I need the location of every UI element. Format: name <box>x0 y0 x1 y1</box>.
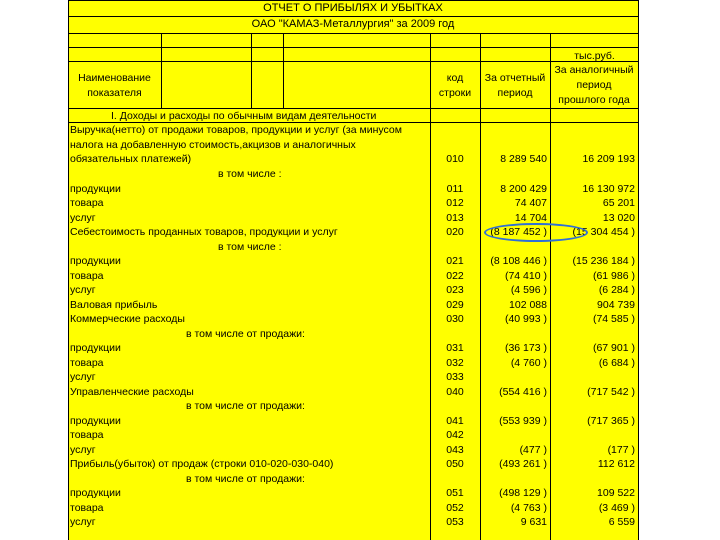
row-code: 050 <box>446 458 464 470</box>
row-code: 040 <box>446 386 464 398</box>
grid-line <box>283 33 284 108</box>
highlight-oval <box>484 223 588 242</box>
row-prev: (74 585 ) <box>592 313 635 325</box>
revenue-line-1: Выручка(нетто) от продажи товаров, продукции и услуг (за минусом <box>70 124 402 136</box>
row-prev: (3 469 ) <box>598 502 635 514</box>
grid-line <box>68 47 638 48</box>
row-prev: 6 559 <box>608 516 635 528</box>
row-name: Управленческие расходы <box>70 386 194 398</box>
row-name: в том числе от продажи: <box>186 328 305 340</box>
row-code: 021 <box>446 255 464 267</box>
row-name: Себестоимость проданных товаров, продукции и услуг <box>70 226 338 238</box>
row-current: 74 407 <box>514 197 547 209</box>
row-prev: (717 365 ) <box>587 415 635 427</box>
unit-label: тыс.руб. <box>574 50 615 62</box>
row-code: 022 <box>446 270 464 282</box>
grid-line <box>161 33 162 108</box>
row-code: 029 <box>446 299 464 311</box>
row-code: 031 <box>446 342 464 354</box>
row-current: (553 939 ) <box>499 415 547 427</box>
row-current: (4 760 ) <box>510 357 547 369</box>
row-code: 051 <box>446 487 464 499</box>
row-name: продукции <box>70 487 121 499</box>
row-prev: (61 986 ) <box>592 270 635 282</box>
row-current: (4 596 ) <box>510 284 547 296</box>
revenue-line-3: обязательных платежей) <box>70 153 192 165</box>
row-name: в том числе от продажи: <box>186 400 305 412</box>
row-code: 013 <box>446 212 464 224</box>
row-name: в том числе от продажи: <box>186 473 305 485</box>
row-code: 052 <box>446 502 464 514</box>
row-name: продукции <box>70 183 121 195</box>
row-prev: 109 522 <box>597 487 635 499</box>
row-prev: (717 542 ) <box>587 386 635 398</box>
header-code-2: строки <box>438 87 472 99</box>
row-name: товара <box>70 357 104 369</box>
row-current: (493 261 ) <box>499 458 547 470</box>
row-prev: (6 284 ) <box>598 284 635 296</box>
row-code: 042 <box>446 429 464 441</box>
row-current: (8 108 446 ) <box>490 255 547 267</box>
row-name: в том числе : <box>218 241 282 253</box>
row-prev: (67 901 ) <box>592 342 635 354</box>
report-sheet <box>68 0 638 540</box>
row-prev: (15 304 454 ) <box>572 226 635 238</box>
report-title: ОТЧЕТ О ПРИБЫЛЯХ И УБЫТКАХ <box>263 2 443 14</box>
row-name: продукции <box>70 255 121 267</box>
row-current: (554 416 ) <box>499 386 547 398</box>
row-code: 043 <box>446 444 464 456</box>
row-current: 9 631 <box>520 516 547 528</box>
row-current: (36 173 ) <box>504 342 547 354</box>
row-name: услуг <box>70 284 96 296</box>
grid-line <box>251 33 252 108</box>
row-name: товара <box>70 197 104 209</box>
row-prev: 112 612 <box>597 458 635 470</box>
row-name: услуг <box>70 371 96 383</box>
header-prev-3: прошлого года <box>558 94 630 106</box>
row-current: 8 200 429 <box>500 183 547 195</box>
row-current: 14 704 <box>514 212 547 224</box>
row-code: 023 <box>446 284 464 296</box>
header-prev-2: период <box>576 79 612 91</box>
row-code: 053 <box>446 516 464 528</box>
row-code: 030 <box>446 313 464 325</box>
section-title: I. Доходы и расходы по обычным видам деятельности <box>111 110 377 122</box>
header-name-1: Наименование <box>78 72 151 84</box>
row-name: в том числе : <box>218 168 282 180</box>
row-name: Прибыль(убыток) от продаж (строки 010-020-030-040) <box>70 458 334 470</box>
row-prev: 904 739 <box>597 299 635 311</box>
row-name: Валовая прибыль <box>70 299 158 311</box>
row-prev: (177 ) <box>607 444 635 456</box>
grid-line <box>638 0 639 540</box>
row-prev: 16 130 972 <box>582 183 635 195</box>
row-name: Коммерческие расходы <box>70 313 185 325</box>
row-name: услуг <box>70 212 96 224</box>
row-current: (74 410 ) <box>504 270 547 282</box>
revenue-current: 8 289 540 <box>500 153 547 165</box>
row-name: продукции <box>70 415 121 427</box>
row-name: товара <box>70 270 104 282</box>
row-code: 032 <box>446 357 464 369</box>
row-code: 011 <box>446 183 464 195</box>
row-code: 012 <box>446 197 464 209</box>
header-code-1: код <box>446 72 464 84</box>
row-code: 041 <box>446 415 464 427</box>
row-prev: (15 236 184 ) <box>572 255 635 267</box>
row-current: 102 088 <box>509 299 547 311</box>
revenue-prev: 16 209 193 <box>582 153 635 165</box>
header-current-2: период <box>497 87 533 99</box>
row-prev: (6 684 ) <box>598 357 635 369</box>
row-current: (4 763 ) <box>510 502 547 514</box>
row-code: 033 <box>446 371 464 383</box>
row-name: услуг <box>70 516 96 528</box>
row-code: 020 <box>446 226 464 238</box>
row-current: (477 ) <box>519 444 547 456</box>
header-prev-1: За аналогичный <box>554 64 634 76</box>
grid-line <box>68 33 638 34</box>
row-current: (8 187 452 ) <box>490 226 547 238</box>
revenue-line-2: налога на добавленную стоимость,акцизов и аналогичных <box>70 139 356 151</box>
header-name-2: показателя <box>87 87 142 99</box>
row-current: (498 129 ) <box>499 487 547 499</box>
company-line: ОАО "КАМАЗ-Металлургия" за 2009 год <box>251 18 455 30</box>
row-name: товара <box>70 502 104 514</box>
row-name: товара <box>70 429 104 441</box>
row-prev: 13 020 <box>602 212 635 224</box>
row-current: (40 993 ) <box>504 313 547 325</box>
header-current-1: За отчетный <box>484 72 546 84</box>
row-name: продукции <box>70 342 121 354</box>
row-prev: 65 201 <box>602 197 635 209</box>
revenue-code: 010 <box>446 153 464 165</box>
row-name: услуг <box>70 444 96 456</box>
